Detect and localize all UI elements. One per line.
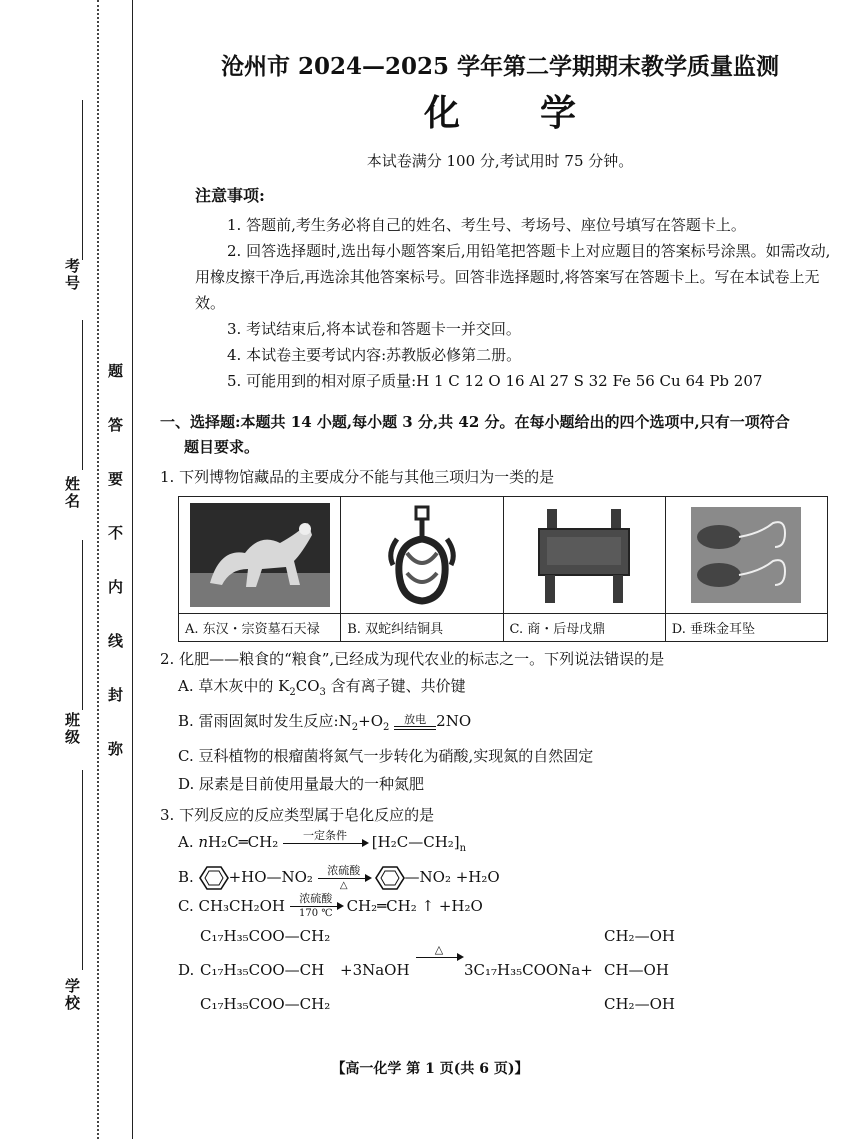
subscript: n (459, 843, 467, 854)
text: +O (358, 712, 383, 730)
text: B. 雷雨固氮时发生反应:N (178, 712, 352, 730)
reaction-arrow (290, 893, 342, 920)
equals-condition (394, 714, 436, 730)
subscript: 2 (289, 687, 296, 698)
question-2-option-c: C. 豆科植物的根瘤菌将氮气一步转化为硝酸,实现氮的自然固定 (178, 747, 594, 765)
seal-char: 答 (108, 416, 124, 434)
subject-title: 化学 (423, 92, 656, 134)
notice-item: 1. 答题前,考生务必将自己的姓名、考生号、考场号、座位号填写在答题卡上。 (227, 216, 746, 234)
section-heading (160, 410, 840, 460)
text: CO (295, 677, 320, 695)
question-2-stem: 2. 化肥——粮食的“粮食”,已经成为现代农业的标志之一。下列说法错误的是 (160, 650, 665, 668)
question-3-option-d (160, 920, 840, 1020)
subscript: 2 (351, 722, 359, 733)
seal-char: 线 (108, 632, 124, 650)
condition: △ (434, 943, 444, 956)
product: 3C₁₇H₃₅COONa+ (464, 961, 593, 979)
binding-line (132, 0, 133, 1139)
school-label: 学校 (63, 978, 81, 1012)
condition: 放电 (404, 713, 427, 726)
ding-vessel-image (504, 497, 665, 613)
bronze-snake-image (341, 497, 502, 613)
exam-no-label: 考号 (63, 258, 81, 292)
question-2-option-d: D. 尿素是目前使用量最大的一种氮肥 (178, 775, 425, 793)
class-label: 班级 (63, 712, 81, 746)
condition: △ (339, 879, 348, 891)
binding-dashed-line (97, 0, 99, 1139)
condition: 一定条件 (303, 828, 348, 842)
glycerol-row: CH—OH (604, 961, 669, 979)
condition: 浓硫酸 (327, 863, 361, 877)
class-line (82, 540, 83, 710)
seal-char: 弥 (108, 740, 124, 758)
section-line2: 题目要求。 (184, 438, 260, 456)
notice-heading: 注意事项: (195, 186, 265, 205)
reaction-arrow (283, 830, 367, 857)
exam-content (160, 48, 840, 1020)
exam-meta: 本试卷满分 100 分,考试用时 75 分钟。 (366, 152, 634, 170)
option-d-caption: D. 垂珠金耳坠 (666, 613, 827, 641)
option-b-caption: B. 双蛇纠结铜具 (341, 613, 502, 641)
option-c-cell (503, 497, 665, 642)
text: 含有离子键、共价键 (325, 677, 466, 695)
question-3-option-a (160, 828, 840, 863)
reaction-arrow (318, 865, 370, 892)
option-c-caption: C. 商・后母戊鼎 (504, 613, 665, 641)
text: 2NO (436, 712, 472, 730)
notice-item: 3. 考试结束后,将本试卷和答题卡一并交回。 (227, 320, 521, 338)
question-2-option-b (160, 707, 840, 742)
seal-char: 封 (108, 686, 124, 704)
condition: 浓硫酸 (299, 892, 333, 905)
text: A. (178, 833, 199, 851)
text: +HO—NO₂ (228, 868, 313, 886)
question-1-image-table (178, 496, 828, 642)
school-line (82, 770, 83, 970)
notice-item: 5. 可能用到的相对原子质量:H 1 C 12 O 16 Al 27 S 32 Fe 56 Cu 64 Pb 207 (227, 372, 763, 390)
benzene-ring-icon (375, 865, 405, 891)
seal-char: 要 (108, 470, 124, 488)
option-a-caption: A. 东汉・宗资墓石天禄 (179, 613, 340, 641)
reaction-arrow (416, 944, 462, 971)
exam-no-line (82, 100, 83, 260)
question-3-option-c (160, 892, 840, 921)
question-3-option-b (160, 863, 840, 892)
text: A. 草木灰中的 K (178, 677, 290, 695)
text: C. CH₃CH₂OH (178, 896, 285, 915)
question-3-stem: 3. 下列反应的反应类型属于皂化反应的是 (160, 806, 435, 824)
question-1-stem: 1. 下列博物馆藏品的主要成分不能与其他三项归为一类的是 (160, 468, 555, 486)
question-2-option-a (160, 672, 840, 707)
seal-char: 内 (108, 578, 124, 596)
name-label: 姓名 (63, 476, 81, 510)
option-a-cell (179, 497, 341, 642)
option-d-cell (665, 497, 827, 642)
text: B. (178, 868, 199, 886)
triglyceride-row: C₁₇H₃₅COO—CH₂ (200, 995, 331, 1013)
seal-char: 不 (108, 524, 124, 542)
condition: 170 ℃ (299, 908, 333, 919)
glycerol-row: CH₂—OH (604, 927, 675, 945)
triglyceride-row: C₁₇H₃₅COO—CH₂ (200, 927, 331, 945)
name-line (82, 320, 83, 470)
notice-item: 4. 本试卷主要考试内容:苏教版必修第二册。 (227, 346, 522, 364)
triglyceride-row: C₁₇H₃₅COO—CH (200, 961, 325, 979)
text: n (198, 833, 209, 851)
option-b-cell (341, 497, 503, 642)
text: —NO₂ +H₂O (404, 868, 500, 886)
reagent: +3NaOH (340, 961, 410, 979)
text: [H₂C—CH₂] (371, 833, 460, 851)
notice-item: 2. 回答选择题时,选出每小题答案后,用铅笔把答题卡上对应题目的答案标号涂黑。如需改动,用橡皮擦干净后,再选涂其他答案标号。回答非选择题时,将答案写在答题卡上。写在本试卷上无效。 (195, 242, 831, 312)
section-line1: 一、选择题:本题共 14 小题,每小题 3 分,共 42 分。在每小题给出的四个选项中,只有一项符合 (160, 413, 790, 431)
subscript: 2 (383, 722, 390, 733)
text: CH₂═CH₂ ↑ +H₂O (346, 896, 483, 915)
stone-beast-image (179, 497, 340, 613)
page-footer: 【高一化学 第 1 页(共 6 页)】 (331, 1061, 529, 1077)
seal-char: 题 (108, 362, 124, 380)
benzene-ring-icon (199, 865, 229, 891)
text: H₂C═CH₂ (208, 833, 279, 851)
glycerol-row: CH₂—OH (604, 995, 675, 1013)
subscript: 3 (319, 687, 326, 698)
option-label: D. (178, 961, 195, 979)
gold-earring-image (666, 497, 827, 613)
exam-title: 沧州市 2024—2025 学年第二学期期末教学质量监测 (220, 53, 780, 80)
